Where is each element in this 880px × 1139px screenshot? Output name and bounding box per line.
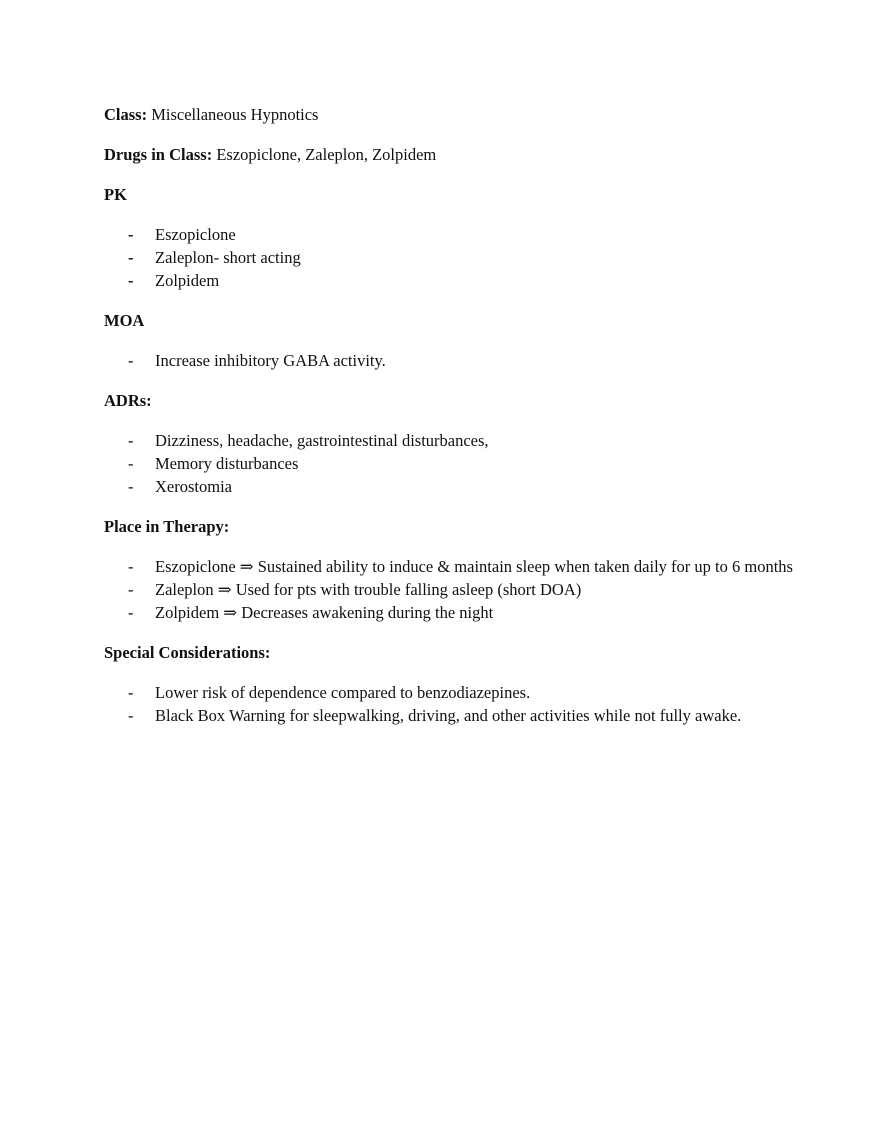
- special-heading: [104, 641, 794, 664]
- list-item-text: Zaleplon ⇒ Used for pts with trouble falling asleep (short DOA): [155, 580, 582, 599]
- dash-bullet: -: [128, 431, 134, 450]
- pk-list: [104, 223, 794, 292]
- dash-bullet: -: [128, 454, 134, 473]
- list-item-text: Eszopiclone: [155, 225, 236, 244]
- therapy-heading: [104, 515, 794, 538]
- list-item-text: Increase inhibitory GABA activity.: [155, 351, 386, 370]
- dash-bullet: -: [128, 477, 134, 496]
- moa-heading-text: MOA: [104, 311, 145, 330]
- moa-heading: [104, 309, 794, 332]
- list-item: [104, 578, 794, 601]
- adrs-heading-text: ADRs:: [104, 391, 152, 410]
- dash-bullet: -: [128, 706, 134, 725]
- list-item: [104, 349, 794, 372]
- list-item-text: Lower risk of dependence compared to benzodiazepines.: [155, 683, 531, 702]
- dash-bullet: -: [128, 603, 134, 622]
- dash-bullet: -: [128, 683, 134, 702]
- moa-list: [104, 349, 794, 372]
- list-item-text: Zolpidem ⇒ Decreases awakening during the night: [155, 603, 494, 622]
- therapy-list: [104, 555, 794, 624]
- document-body: [104, 103, 794, 727]
- list-item: [104, 429, 794, 452]
- list-item-text: Black Box Warning for sleepwalking, driving, and other activities while not fully awake.: [155, 706, 742, 725]
- class-line: [104, 103, 794, 126]
- dash-bullet: -: [128, 557, 134, 576]
- list-item: [104, 223, 794, 246]
- class-label: Class:: [104, 105, 148, 124]
- list-item: [104, 452, 794, 475]
- list-item: [104, 555, 794, 578]
- pk-heading-text: PK: [104, 185, 127, 204]
- dash-bullet: -: [128, 225, 134, 244]
- special-heading-text: Special Considerations:: [104, 643, 271, 662]
- list-item: [104, 681, 794, 704]
- list-item-text: Zolpidem: [155, 271, 220, 290]
- list-item: [104, 475, 794, 498]
- list-item-text: Zaleplon- short acting: [155, 248, 301, 267]
- therapy-heading-text: Place in Therapy:: [104, 517, 230, 536]
- adrs-list: [104, 429, 794, 498]
- dash-bullet: -: [128, 351, 134, 370]
- list-item-text: Eszopiclone ⇒ Sustained ability to induce & maintain sleep when taken daily for up to 6 months: [155, 557, 793, 576]
- special-list: [104, 681, 794, 727]
- list-item: [104, 246, 794, 269]
- list-item-text: Xerostomia: [155, 477, 232, 496]
- drugs-value: Eszopiclone, Zaleplon, Zolpidem: [212, 145, 437, 164]
- dash-bullet: -: [128, 248, 134, 267]
- drugs-line: [104, 143, 794, 166]
- dash-bullet: -: [128, 580, 134, 599]
- pk-heading: [104, 183, 794, 206]
- dash-bullet: -: [128, 271, 134, 290]
- drugs-label: Drugs in Class:: [104, 145, 213, 164]
- list-item: [104, 704, 794, 727]
- list-item: [104, 269, 794, 292]
- list-item-text: Memory disturbances: [155, 454, 299, 473]
- adrs-heading: [104, 389, 794, 412]
- list-item: [104, 601, 794, 624]
- class-value: Miscellaneous Hypnotics: [147, 105, 319, 124]
- list-item-text: Dizziness, headache, gastrointestinal disturbances,: [155, 431, 489, 450]
